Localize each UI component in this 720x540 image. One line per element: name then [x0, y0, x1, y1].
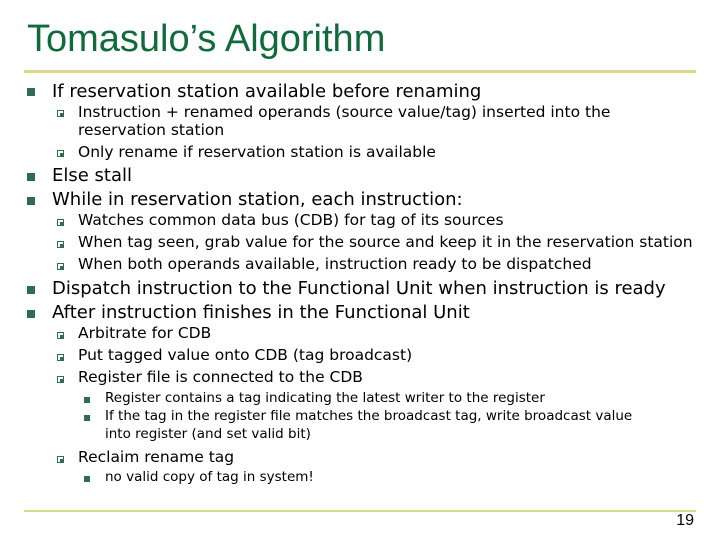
sub-bullet-text: Reclaim rename tag	[78, 448, 235, 466]
slide-title: Tomasulo’s Algorithm	[27, 18, 386, 60]
sub-bullet-box-icon	[57, 332, 64, 339]
sub-bullet-box-icon	[57, 150, 64, 157]
page-number: 19	[676, 512, 694, 529]
sub-bullet-text: Instruction + renamed operands (source value/tag) inserted into the	[78, 103, 611, 121]
sub-sub-bullet-text-cont: into register (and set valid bit)	[105, 426, 311, 442]
sub-sub-bullet-icon	[84, 415, 90, 421]
sub-bullet-box-icon	[57, 219, 64, 226]
footer-rule	[24, 510, 696, 512]
bullet-square-icon	[27, 88, 35, 96]
sub-bullet-box-icon	[57, 354, 64, 361]
sub-bullet-box-icon	[57, 263, 64, 270]
bullet-text: Else stall	[52, 165, 133, 186]
bullet-text: While in reservation station, each instruction:	[52, 189, 463, 210]
bullet-square-icon	[27, 286, 35, 294]
sub-bullet-text: Register file is connected to the CDB	[78, 368, 363, 386]
sub-sub-bullet-icon	[84, 397, 90, 403]
sub-bullet-text: When tag seen, grab value for the source and keep it in the reservation station	[78, 233, 693, 251]
sub-bullet-box-icon	[57, 110, 64, 117]
sub-bullet-text: Watches common data bus (CDB) for tag of its sources	[78, 211, 504, 229]
sub-bullet-text: When both operands available, instruction ready to be dispatched	[78, 255, 592, 273]
bullet-text: After instruction finishes in the Functional Unit	[52, 302, 470, 323]
title-underline	[24, 70, 696, 73]
sub-bullet-box-icon	[57, 241, 64, 248]
sub-sub-bullet-text: no valid copy of tag in system!	[105, 469, 314, 485]
sub-sub-bullet-text: Register contains a tag indicating the latest writer to the register	[105, 390, 545, 406]
sub-bullet-box-icon	[57, 456, 64, 463]
bullet-square-icon	[27, 197, 35, 205]
sub-bullet-text: Only rename if reservation station is available	[78, 143, 436, 161]
bullet-square-icon	[27, 310, 35, 318]
sub-bullet-box-icon	[57, 376, 64, 383]
bullet-text: If reservation station available before renaming	[52, 81, 482, 102]
sub-bullet-text-cont: reservation station	[78, 121, 225, 139]
sub-sub-bullet-text: If the tag in the register file matches the broadcast tag, write broadcast value	[105, 408, 633, 424]
bullet-text: Dispatch instruction to the Functional Unit when instruction is ready	[52, 278, 666, 299]
sub-sub-bullet-icon	[84, 476, 90, 482]
sub-bullet-text: Put tagged value onto CDB (tag broadcast)	[78, 346, 413, 364]
bullet-square-icon	[27, 173, 35, 181]
sub-bullet-text: Arbitrate for CDB	[78, 324, 212, 342]
